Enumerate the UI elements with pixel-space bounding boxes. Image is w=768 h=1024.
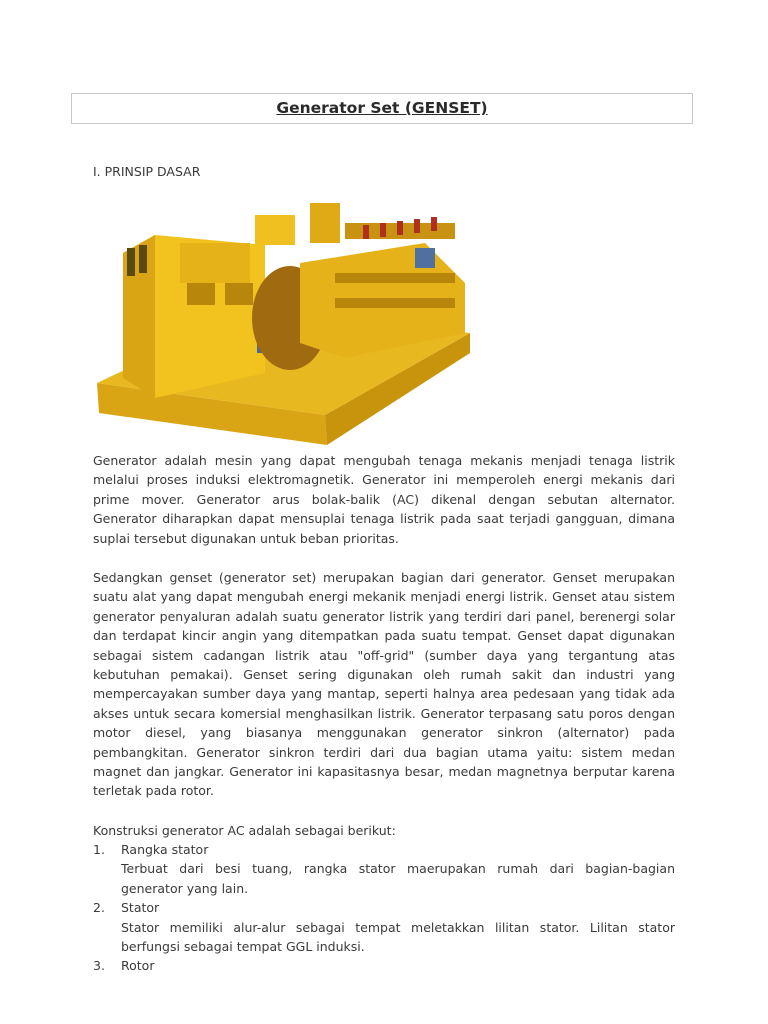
page-title: Generator Set (GENSET): [276, 99, 488, 117]
paragraph-line: Sedangkan genset (generator set) merupakan bagian dari generator. Genset merupakan: [93, 570, 675, 585]
paragraph-line: motor diesel, yang biasanya menggunakan generator sinkron (alternator) pada: [93, 725, 675, 741]
paragraph-line: sebagai sistem cadangan listrik atau "off-grid" (sumber daya yang tergantung atas: [93, 647, 675, 663]
list-item-label: Stator: [121, 900, 160, 916]
title-box: [71, 93, 693, 124]
paragraph-line: mempercayakan sumber daya yang mantap, seperti halnya area pedesaan yang tidak ada: [93, 686, 675, 702]
paragraph-line: suplai tersebut digunakan untuk beban prioritas.: [93, 530, 399, 546]
generator-image: [95, 183, 477, 447]
list-number: 2.: [93, 900, 105, 916]
paragraph-line: pembangkitan. Generator sinkron terdiri dari dua bagian utama yaitu: sistem medan: [93, 744, 675, 760]
paragraph-line: akses untuk secara komersial menghasilkan listrik. Generator terpasang satu poros dengan: [93, 705, 675, 721]
paragraph-line: suatu alat yang dapat mengubah energi mekanik menjadi energi listrik. Genset atau sistem: [93, 589, 675, 605]
paragraph-line: dan terdapat kincir angin yang ditempatkan pada suatu tempat. Genset dapat digunakan: [93, 628, 675, 644]
list-item-label: Rangka stator: [121, 842, 209, 857]
section-heading: I. PRINSIP DASAR: [93, 164, 201, 179]
paragraph-line: Generator diharapkan dapat mensuplai tenaga listrik pada saat terjadi gangguan, dimana: [93, 511, 675, 527]
paragraph-line: Generator adalah mesin yang dapat mengubah tenaga mekanis menjadi tenaga listrik: [93, 453, 675, 468]
construction-intro: Konstruksi generator AC adalah sebagai berikut:: [93, 823, 396, 838]
paragraph-line: generator penyaluran adalah suatu generator listrik yang terdiri dari panel, berenergi solar: [93, 608, 675, 624]
paragraph-line: generator yang lain.: [121, 880, 249, 896]
list-number: 3.: [93, 958, 105, 974]
list-number: 1.: [93, 842, 105, 857]
paragraph-line: melalui proses induksi elektromagnetik. Generator ini memperoleh energi mekanis dari: [93, 472, 675, 488]
paragraph-line: berfungsi sebagai tempat GGL induksi.: [121, 939, 365, 954]
paragraph-line: Stator memiliki alur-alur sebagai tempat meletakkan lilitan stator. Lilitan stator: [121, 919, 675, 935]
paragraph-line: Terbuat dari besi tuang, rangka stator maerupakan rumah dari bagian-bagian: [121, 861, 675, 877]
list-item-label: Rotor: [121, 958, 155, 974]
paragraph-line: magnet dan jangkar. Generator ini kapasitasnya besar, medan magnetnya berputar karena: [93, 764, 675, 779]
paragraph-line: terletak pada rotor.: [93, 783, 214, 799]
paragraph-line: kebutuhan pemakai). Genset sering digunakan oleh rumah sakit dan industri yang: [93, 667, 675, 682]
paragraph-line: prime mover. Generator arus bolak-balik (AC) dikenal dengan sebutan alternator.: [93, 491, 675, 507]
